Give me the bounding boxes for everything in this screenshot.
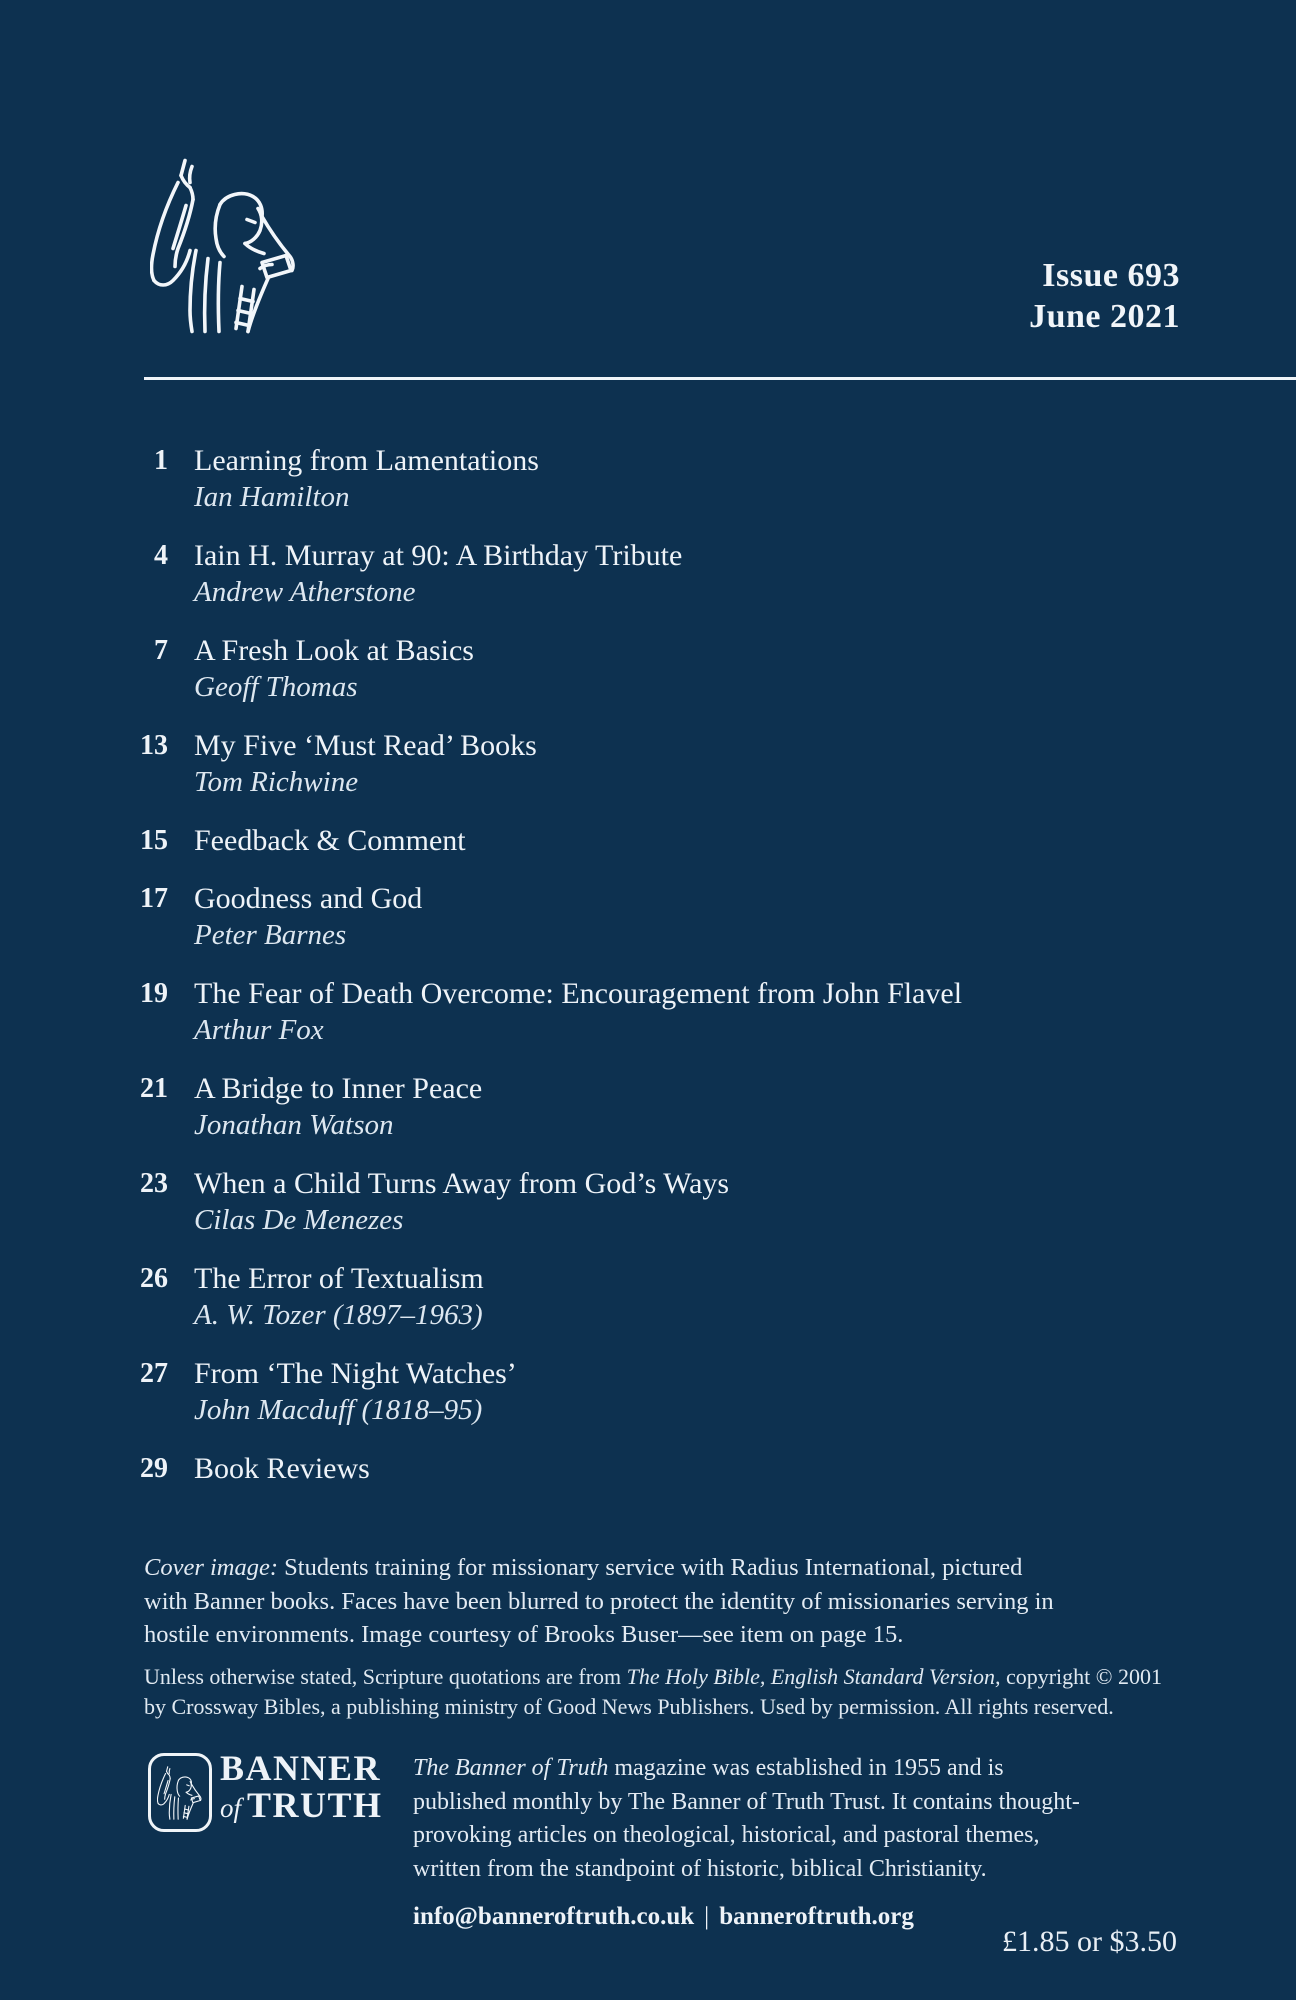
toc-entry [0,1450,1186,1487]
header-divider [144,377,1296,380]
toc-article-title: Book Reviews [194,1452,370,1485]
toc-page-number: 1 [154,445,168,476]
toc-page-number: 4 [154,540,168,571]
toc-article-author: Geoff Thomas [194,671,358,703]
toc-page-number: 27 [140,1358,168,1389]
contact-separator: | [704,1903,710,1930]
toc-entry [0,975,1186,1049]
toc-article-title: The Fear of Death Overcome: Encouragement from John Flavel [194,977,963,1010]
contact-email[interactable]: info@banneroftruth.co.uk [413,1903,695,1930]
wordmark-of-truth: of TRUTH [220,1785,383,1825]
toc-article-title: A Fresh Look at Basics [194,634,474,667]
toc-entry [0,1070,1186,1144]
cover-note-text: Students training for missionary service with Radius International, pictured [278,1554,1023,1581]
issue-date: June 2021 [1029,298,1180,335]
toc-page-number: 23 [140,1168,168,1199]
cover-note-line: with Banner books. Faces have been blurred to protect the identity of missionaries serving in [144,1587,1054,1615]
toc-list [0,442,1186,1508]
preacher-statue-icon-small [157,1764,203,1822]
toc-page-number: 13 [140,730,168,761]
toc-article-title: Iain H. Murray at 90: A Birthday Tribute [194,539,683,572]
toc-page-number: 21 [140,1073,168,1104]
toc-page-number: 29 [140,1453,168,1484]
toc-article-author: Cilas De Menezes [194,1204,404,1236]
banner-of-truth-logo-box [148,1753,212,1832]
toc-article-author: Andrew Atherstone [194,576,416,608]
toc-article-author: John Macduff (1818–95) [194,1394,483,1426]
toc-page-number: 7 [154,635,168,666]
toc-entry [0,1165,1186,1239]
cover-note-line: hostile environments. Image courtesy of Brooks Buser—see item on page 15. [144,1621,904,1648]
publisher-description [413,1752,1203,1934]
toc-page-number: 17 [140,883,168,914]
about-line: The Banner of Truth magazine was established in 1955 and is [413,1755,1004,1781]
toc-entry [0,537,1186,611]
cover-note-label: Cover image: [144,1554,279,1581]
toc-article-author: Jonathan Watson [194,1109,394,1141]
toc-article-author: A. W. Tozer (1897–1963) [194,1299,483,1331]
about-line: written from the standpoint of historic, biblical Christianity. [413,1855,987,1882]
scripture-note-line: Unless otherwise stated, Scripture quotations are from The Holy Bible, English Standard Version, copyright © 2001 [144,1664,1162,1689]
toc-article-author: Peter Barnes [194,919,347,951]
scripture-copyright-note [144,1662,1284,1721]
toc-article-author: Ian Hamilton [194,481,350,513]
toc-article-title: Goodness and God [194,882,423,915]
toc-article-title: My Five ‘Must Read’ Books [194,729,537,762]
magazine-title: The Banner of Truth [413,1755,609,1781]
toc-entry [0,880,1186,954]
toc-entry [0,1355,1186,1429]
wordmark-banner: BANNER [220,1748,382,1788]
cover-price: £1.85 or $3.50 [1002,1925,1177,1958]
issue-block [1029,255,1180,337]
toc-entry [0,632,1186,706]
cover-note-line [144,1551,1274,1585]
toc-article-title: A Bridge to Inner Peace [194,1072,483,1105]
toc-article-author: Arthur Fox [194,1014,324,1046]
toc-article-title: When a Child Turns Away from God’s Ways [194,1167,730,1200]
issue-number: Issue 693 [1042,257,1180,294]
toc-page-number: 15 [140,825,168,856]
about-line: published monthly by The Banner of Truth Trust. It contains thought- [413,1788,1080,1815]
preacher-statue-icon [150,158,300,334]
toc-entry [0,727,1186,801]
toc-article-author: Tom Richwine [194,766,359,798]
contact-website[interactable]: banneroftruth.org [719,1903,914,1930]
toc-entry [0,1260,1186,1334]
toc-page-number: 19 [140,978,168,1009]
about-line: provoking articles on theological, historical, and pastoral themes, [413,1822,1040,1848]
banner-of-truth-wordmark [220,1750,383,1827]
toc-entry [0,442,1186,516]
toc-page-number: 26 [140,1263,168,1294]
cover-image-note [144,1551,1274,1652]
toc-article-title: Learning from Lamentations [194,444,539,477]
toc-article-title: From ‘The Night Watches’ [194,1357,517,1390]
toc-article-title: The Error of Textualism [194,1262,484,1295]
bible-version-title: The Holy Bible, English Standard Version, [626,1664,1001,1689]
toc-entry [0,822,1186,859]
toc-article-title: Feedback & Comment [194,824,466,857]
scripture-note-line: by Crossway Bibles, a publishing ministry of Good News Publishers. Used by permission. All rights reserved. [144,1693,1114,1719]
